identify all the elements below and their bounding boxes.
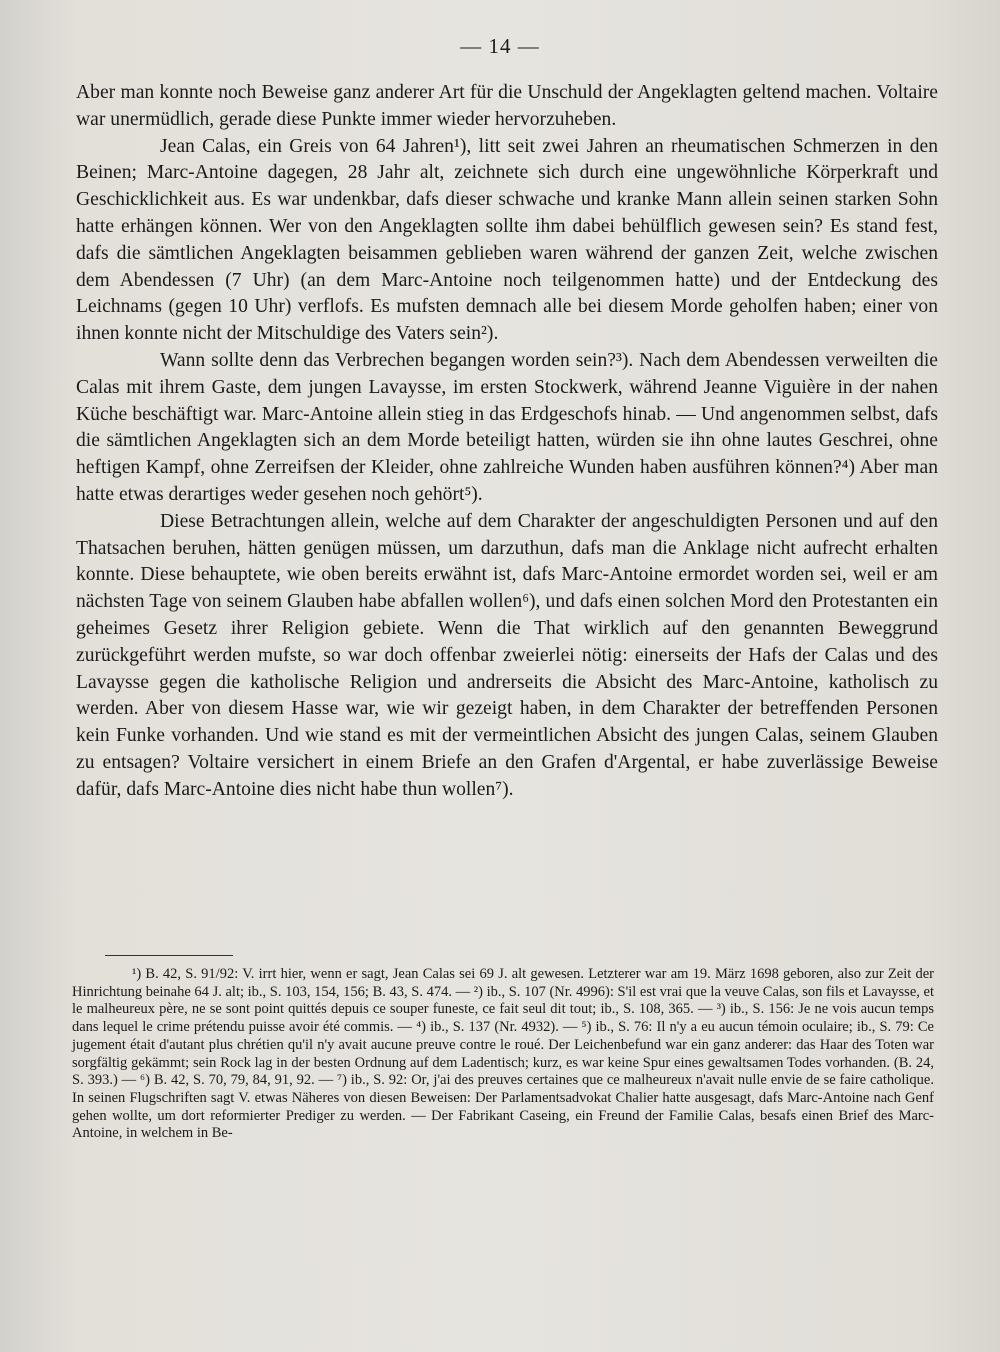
footnote-text: ¹) B. 42, S. 91/92: V. irrt hier, wenn er sagt, Jean Calas sei 69 J. alt gewesen. Letzterer war am 19. März 1698 geboren, also zur Zeit der Hinrichtung beinahe 64 J. alt; ib., S. 103, 154, 156; B. 43, S. 474. — ²) ib., S. 107 (Nr. 4996): S'il est vrai que la veuve Calas, son fils et Lavaysse, et le malheureux père, ne se sont point quittés depuis ce souper funeste, ce fait seul dit tout; ib., S. 108, 365. — ³) ib., S. 156: Je ne vois aucun temps dans lequel le crime prétendu puisse avoir été commis. — ⁴) ib., S. 137 (Nr. 4932). — ⁵) ib., S. 76: Il n'y a eu aucun témoin oculaire; ib., S. 79: Ce jugement était d'autant plus chrétien qu'il n'y avait aucune preuve contre le roué. Der Leichenbefund war ein ganz anderer: das Haar des Toten war sorgfältig gekämmt; sein Rock lag in der besten Ordnung auf dem Ladentisch; kurz, es war keine Spur eines gewaltsamen Todes vorhanden. (B. 24, S. 393.) — ⁶) B. 42, S. 70, 79, 84, 91, 92. — ⁷) ib., S. 92: Or, j'ai des preuves certaines que ce malheureux n'avait nulle envie de se faire catholique. In seinen Flugschriften sagt V. etwas Näheres von diesen Beweisen: Der Parlamentsadvokat Chalier hatte ausgesagt, dafs Marc-Antoine nach Genf gehen wollte, um dort reformierter Prediger zu werden. — Der Fabrikant Caseing, ein Freund der Familie Calas, besafs einen Brief des Marc-Antoine, in welchem in Be-	[72, 966, 934, 1142]
paragraph: Wann sollte denn das Verbrechen begangen worden sein?³). Nach dem Abendessen verweilten die Calas mit ihrem Gaste, dem jungen Lavaysse, im ersten Stockwerk, während Jeanne Viguière in der nahen Küche beschäftigt war. Marc-Antoine allein stieg in das Erdgeschofs hinab. — Und angenommen selbst, dafs die sämtlichen Angeklagten sich an dem Morde beteiligt hatten, würden sie ihn ohne lautes Geschrei, ohne heftigen Kampf, ohne Zerreifsen der Kleider, ohne zahlreiche Wunden haben ausführen können?⁴) Aber man hatte etwas derartiges weder gesehen noch gehört⁵).	[76, 349, 938, 505]
paragraph: Aber man konnte noch Beweise ganz anderer Art für die Unschuld der Angeklagten geltend machen. Voltaire war unermüdlich, gerade diese Punkte immer wieder hervorzuheben.	[76, 82, 938, 130]
page-number: — 14 —	[460, 34, 540, 58]
paragraph: Jean Calas, ein Greis von 64 Jahren¹), litt seit zwei Jahren an rheumatischen Schmerzen in den Beinen; Marc-Antoine dagegen, 28 Jahr alt, zeichnete sich durch eine ungewöhnliche Körperkraft und Geschicklichkeit aus. Es war undenkbar, dafs dieser schwache und kranke Mann allein seinen starken Sohn hatte erhängen können. Wer von den Angeklagten sollte ihm dabei behülflich gewesen sein? Es stand fest, dafs die sämtlichen Angeklagten beisammen geblieben waren während der ganzen Zeit, welche zwischen dem Abendessen (7 Uhr) (an dem Marc-Antoine noch teilgenommen hatte) und der Entdeckung des Leichnams (gegen 10 Uhr) verflofs. Es mufsten demnach alle bei diesem Morde geholfen haben; einer von ihnen konnte nicht der Mitschuldige des Vaters sein²).	[76, 135, 938, 345]
paragraph: Diese Betrachtungen allein, welche auf dem Charakter der angeschuldigten Personen und auf den Thatsachen beruhen, hätten genügen müssen, um darzuthun, dafs man die Anklage nicht aufrecht erhalten konnte. Diese behauptete, wie oben bereits erwähnt ist, dafs Marc-Antoine ermordet worden sei, weil er am nächsten Tage von seinem Glauben habe abfallen wollen⁶), und dafs einen solchen Mord den Protestanten ein geheimes Gesetz ihrer Religion gebiete. Wenn die That wirklich auf den genannten Beweggrund zurückgeführt werden mufste, so war doch offenbar zweierlei nötig: einerseits der Hafs der Calas und des Lavaysse gegen die katholische Religion und andrerseits die Absicht des Marc-Antoine, katholisch zu werden. Aber von diesem Hasse war, wie wir gezeigt haben, in dem Charakter der betreffenden Personen kein Funke vorhanden. Und wie stand es mit der vermeintlichen Absicht des jungen Calas, seinem Glauben zu entsagen? Voltaire versichert in einem Briefe an den Grafen d'Argental, er habe zuverlässige Beweise dafür, dafs Marc-Antoine dies nicht habe thun wollen⁷).	[76, 510, 938, 800]
main-text	[76, 80, 938, 804]
footnotes	[72, 966, 934, 1143]
footnote-separator	[105, 955, 233, 956]
